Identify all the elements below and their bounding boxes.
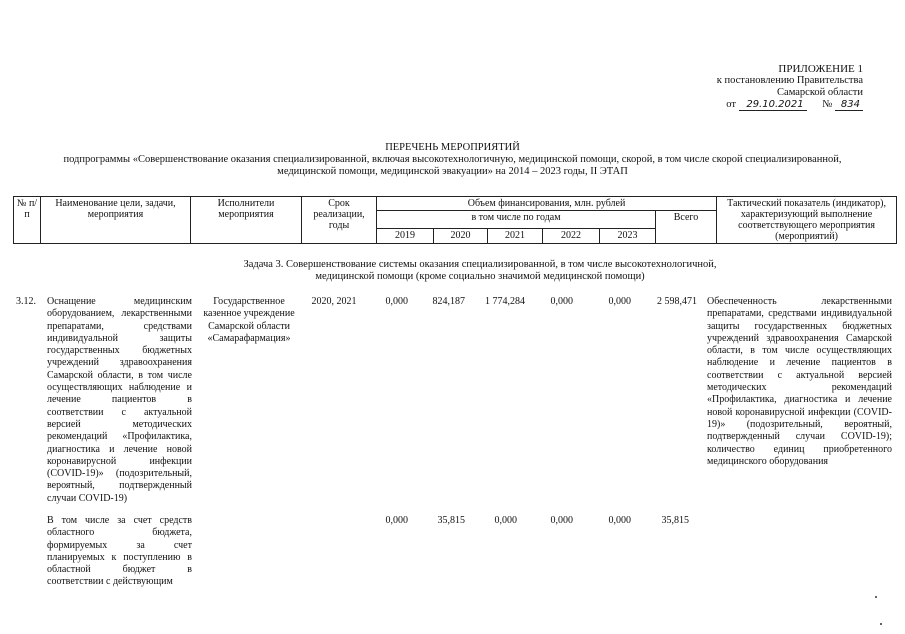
row-num: 3.12.	[16, 296, 36, 307]
row-total: 35,815	[661, 515, 689, 526]
row-value-2022: 0,000	[550, 515, 573, 526]
number-prefix: №	[822, 99, 833, 110]
row-term: 2020, 2021	[311, 296, 357, 307]
row-value-2023: 0,000	[608, 296, 631, 307]
header-executors: Исполнители мероприятия	[191, 197, 302, 244]
appendix-line-1: к постановлению Правительства	[716, 75, 863, 86]
row-value-2020: 824,187	[432, 296, 465, 307]
document-title: ПЕРЕЧЕНЬ МЕРОПРИЯТИЙ	[385, 142, 520, 153]
header-term: Срок реализации, годы	[302, 197, 377, 244]
task-line-2: медицинской помощи (кроме социально значимой медицинской помощи)	[315, 271, 645, 282]
header-year: 2022	[543, 229, 600, 244]
row-value-2023: 0,000	[608, 515, 631, 526]
header-by-years: в том числе по годам	[377, 211, 656, 229]
task-heading	[180, 259, 780, 283]
subprogram-line-2: медицинской помощи, медицинской эвакуации» на 2014 – 2023 годы, II ЭТАП	[277, 166, 628, 177]
row-executor: Государственное казенное учреждение Самарской области «Самарафармация»	[203, 296, 295, 344]
appendix-title: ПРИЛОЖЕНИЕ 1	[778, 63, 863, 75]
row-value-2022: 0,000	[550, 296, 573, 307]
header-year: 2020	[434, 229, 488, 244]
header-total: Всего	[656, 211, 717, 244]
row-value-2019: 0,000	[385, 515, 408, 526]
subprogram-line-1: подпрограммы «Совершенствование оказания специализированной, включая высокотехнологичную, медицинской помощи, скорой, в том числе скорой специализированной,	[63, 154, 842, 165]
header-funding: Объем финансирования, млн. рублей	[377, 197, 717, 211]
row-value-2020: 35,815	[437, 515, 465, 526]
row-name: Оснащение медицинским оборудованием, лекарственными препаратами, средствами индивидуальной защиты государственных бюджетных учреждений здравоохранения Самарской области, в том числе осуществляющих наблюдение и лечение пациентов в соответствии с актуальной версией методических рекомендаций «Профилактика, диагностика и лечение новой коронавирусной инфекции (COVID-19)» (подозрительный, вероятный, подтвержденный случаи COVID-19)	[47, 296, 192, 504]
header-year: 2019	[377, 229, 434, 244]
scan-speck	[880, 623, 882, 625]
header-year: 2021	[488, 229, 543, 244]
row-value-2019: 0,000	[385, 296, 408, 307]
date-prefix: от	[726, 99, 736, 110]
row-name: В том числе за счет средств областного бюджета, формируемых за счет планируемых к поступлению в областной бюджет в соответствии с действующим	[47, 515, 192, 588]
header-year: 2023	[600, 229, 656, 244]
appendix-number: 834	[835, 99, 863, 111]
row-indicator: Обеспеченность лекарственными препаратами, средствами индивидуальной защиты государственных бюджетных учреждений здравоохранения Самарской области, в том числе осуществляющих наблюдение и лечение пациентов в соответствии с актуальной версией методических рекомендаций «Профилактика, диагностика и лечение новой коронавирусной инфекции (COVID-19)» (подозрительный, вероятный, подтвержденный случаи COVID-19); количество единиц приобретенного медицинского оборудования	[707, 296, 892, 467]
table-header	[13, 196, 897, 244]
document-heading	[20, 142, 885, 178]
row-total: 2 598,471	[657, 296, 697, 307]
task-line-1: Задача 3. Совершенствование системы оказания специализированной, в том числе высокотехнологичной,	[243, 259, 717, 270]
appendix-date: 29.10.2021	[739, 99, 807, 111]
scan-speck	[875, 596, 877, 598]
header-num: № п/п	[14, 197, 41, 244]
header-name: Наименование цели, задачи, мероприятия	[41, 197, 191, 244]
row-value-2021: 0,000	[494, 515, 517, 526]
appendix-line-2: Самарской области	[777, 87, 863, 98]
appendix-block	[663, 63, 863, 111]
row-value-2021: 1 774,284	[485, 296, 525, 307]
appendix-date-line	[663, 99, 863, 111]
header-indicator: Тактический показатель (индикатор), характеризующий выполнение соответствующего мероприятия (мероприятий)	[717, 197, 897, 244]
